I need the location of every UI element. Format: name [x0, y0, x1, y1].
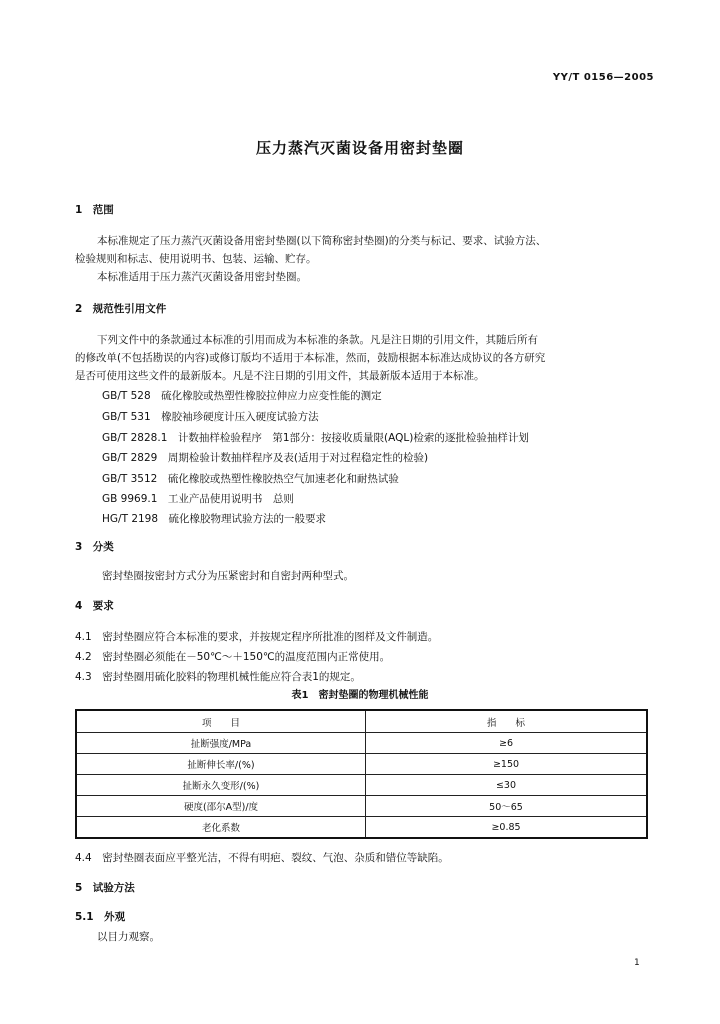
reference-item: GB/T 3512 硫化橡胶或热塑性橡胶热空气加速老化和耐热试验 [102, 473, 399, 485]
standard-code: YY/T 0156—2005 [552, 72, 654, 83]
section-1-paragraph: 检验规则和标志、使用说明书、包装、运输、贮存。 [75, 253, 317, 265]
subsection-5-1-heading: 5.1 外观 [75, 911, 126, 923]
section-5-heading: 5 试验方法 [75, 882, 135, 894]
table-cell: ≥6 [366, 733, 648, 754]
table-row [76, 817, 647, 839]
table-row [76, 733, 647, 754]
table-cell: ≥0.85 [366, 817, 648, 839]
table-cell: ≤30 [366, 775, 648, 796]
properties-table [75, 709, 648, 839]
section-2-paragraph: 是否可使用这些文件的最新版本。凡是不注日期的引用文件，其最新版本适用于本标准。 [75, 370, 485, 382]
table-cell: 50～65 [366, 796, 648, 817]
requirement-item: 4.1 密封垫圈应符合本标准的要求，并按规定程序所批准的图样及文件制造。 [75, 631, 439, 643]
section-4-heading: 4 要求 [75, 600, 114, 612]
requirement-item: 4.4 密封垫圈表面应平整光洁，不得有明疤、裂纹、气泡、杂质和错位等缺陷。 [75, 852, 449, 864]
reference-item: GB/T 528 硫化橡胶或热塑性橡胶拉伸应力应变性能的测定 [102, 390, 382, 402]
table-cell: 老化系数 [76, 817, 366, 839]
requirement-item: 4.3 密封垫圈用硫化胶料的物理机械性能应符合表1的规定。 [75, 671, 361, 683]
section-2-paragraph: 的修改单(不包括勘误的内容)或修订版均不适用于本标准，然而，鼓励根据本标准达成协议的各方研究 [75, 352, 546, 364]
table-row [76, 754, 647, 775]
subsection-5-1-text: 以目力观察。 [97, 931, 160, 943]
page-number: 1 [634, 958, 640, 968]
section-1-paragraph: 本标准规定了压力蒸汽灭菌设备用密封垫圈(以下简称密封垫圈)的分类与标记、要求、试验方法、 [97, 235, 547, 247]
table-cell: 硬度(邵尔A型)/度 [76, 796, 366, 817]
table-cell: 扯断伸长率/(%) [76, 754, 366, 775]
table-cell: 扯断强度/MPa [76, 733, 366, 754]
section-2-paragraph: 下列文件中的条款通过本标准的引用而成为本标准的条款。凡是注日期的引用文件，其随后所有 [97, 334, 538, 346]
table-caption: 表1 密封垫圈的物理机械性能 [291, 690, 429, 701]
reference-item: GB/T 2829 周期检验计数抽样程序及表(适用于对过程稳定性的检验) [102, 452, 429, 464]
table-header-cell: 项 目 [76, 710, 366, 733]
document-title: 压力蒸汽灭菌设备用密封垫圈 [255, 139, 464, 157]
section-1-paragraph: 本标准适用于压力蒸汽灭菌设备用密封垫圈。 [97, 271, 307, 283]
requirement-item: 4.2 密封垫圈必须能在－50℃～＋150℃的温度范围内正常使用。 [75, 651, 391, 663]
section-1-heading: 1 范围 [75, 204, 114, 216]
table-header-cell: 指 标 [366, 710, 648, 733]
section-3-paragraph: 密封垫圈按密封方式分为压紧密封和自密封两种型式。 [102, 570, 354, 582]
table-row [76, 775, 647, 796]
section-2-heading: 2 规范性引用文件 [75, 303, 167, 315]
table-header-row [76, 710, 647, 733]
table-row [76, 796, 647, 817]
section-3-heading: 3 分类 [75, 541, 114, 553]
table-cell: 扯断永久变形/(%) [76, 775, 366, 796]
table-cell: ≥150 [366, 754, 648, 775]
reference-item: GB 9969.1 工业产品使用说明书 总则 [102, 493, 294, 505]
reference-item: GB/T 531 橡胶袖珍硬度计压入硬度试验方法 [102, 411, 319, 423]
reference-item: GB/T 2828.1 计数抽样检验程序 第1部分：按接收质量限(AQL)检索的逐批检验抽样计划 [102, 432, 529, 444]
reference-item: HG/T 2198 硫化橡胶物理试验方法的一般要求 [102, 513, 327, 525]
